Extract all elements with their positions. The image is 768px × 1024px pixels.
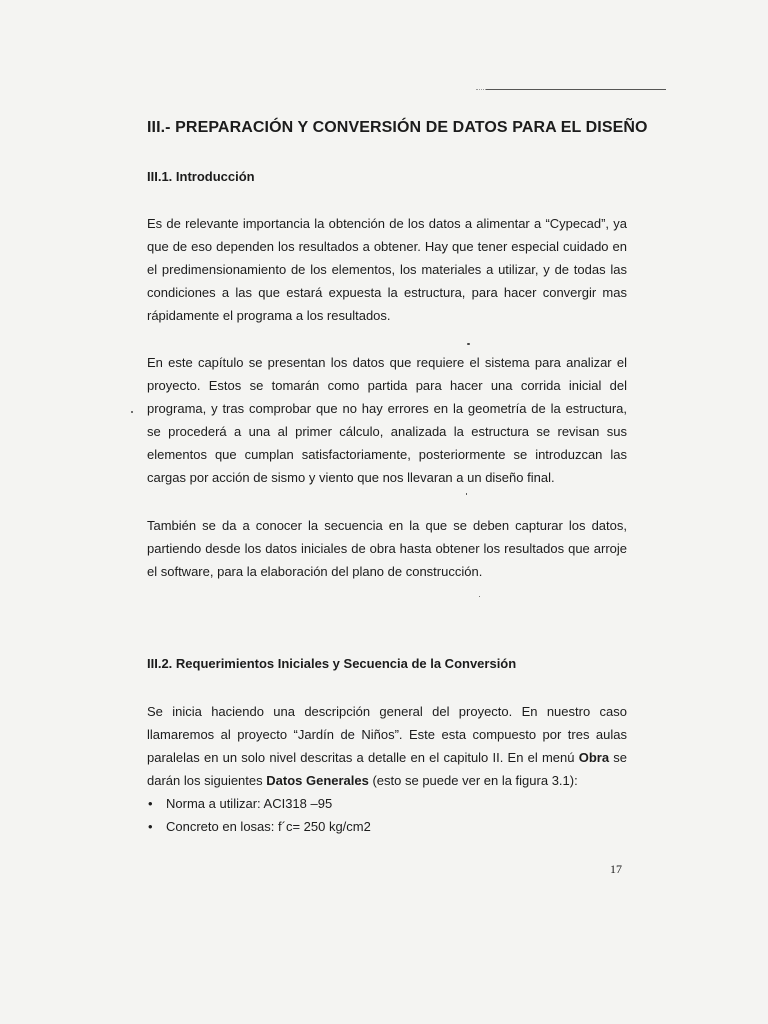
paragraph-text: (esto se puede ver en la figura 3.1): bbox=[368, 773, 578, 788]
datos-generales: Datos Generales bbox=[266, 773, 369, 788]
requerimientos-paragraph bbox=[147, 700, 627, 792]
scan-speck bbox=[467, 343, 470, 345]
bullet-icon: • bbox=[148, 819, 153, 834]
datos-generales-list bbox=[147, 792, 627, 838]
section-heading-requerimientos: III.2. Requerimientos Iniciales y Secuencia de la Conversión bbox=[147, 656, 517, 671]
scan-speck bbox=[131, 411, 133, 413]
list-item bbox=[147, 815, 627, 838]
header-rule bbox=[486, 89, 666, 90]
chapter-title: III.- PREPARACIÓN Y CONVERSIÓN DE DATOS PARA EL DISEÑO bbox=[147, 119, 648, 136]
scan-speck bbox=[479, 596, 480, 597]
menu-obra: Obra bbox=[578, 750, 610, 765]
list-item-text: Norma a utilizar: ACI318 –95 bbox=[166, 796, 333, 811]
list-item-text: Concreto en losas: f´c= 250 kg/cm2 bbox=[166, 819, 371, 834]
intro-paragraph-3: También se da a conocer la secuencia en la que se deben capturar los datos, partiendo desde los datos iniciales de obra hasta obtener los resultados que arroje el software, para la elaboración del plano de construcción. bbox=[147, 518, 627, 579]
section-heading-introduccion: III.1. Introducción bbox=[147, 169, 255, 184]
paragraph-text: se darán los siguientes bbox=[147, 750, 628, 788]
page-number: 17 bbox=[610, 862, 622, 876]
intro-paragraph-1: Es de relevante importancia la obtención de los datos a alimentar a “Cypecad”, ya que de eso dependen los resultados a obtener. Hay que tener especial cuidado en el predimensionamiento de los elementos, los materiales a utilizar, y de todas las condiciones a las que estará expuesta la estructura, para hacer convergir mas rápidamente el programa a los resultados. bbox=[147, 216, 627, 323]
intro-paragraph-2: En este capítulo se presentan los datos que requiere el sistema para analizar el proyecto. Estos se tomarán como partida para hacer una corrida inicial del programa, y tras comprobar que no hay errores en la geometría de la estructura, se procederá a una al primer cálculo, analizada la estructura se revisan sus elementos que cumplan satisfactoriamente, posteriormente se introduzcan las cargas por acción de sismo y viento que nos llevaran a un diseño final. bbox=[147, 355, 627, 485]
bullet-icon: • bbox=[148, 796, 153, 811]
paragraph-text: Se inicia haciendo una descripción general del proyecto. En nuestro caso llamaremos al proyecto “Jardín de Niños”. Este esta compuesto por tres aulas paralelas en un solo nivel descritas a detalle en el capitulo II. En el menú bbox=[147, 704, 627, 765]
scan-speck bbox=[466, 493, 467, 495]
list-item bbox=[147, 792, 627, 815]
